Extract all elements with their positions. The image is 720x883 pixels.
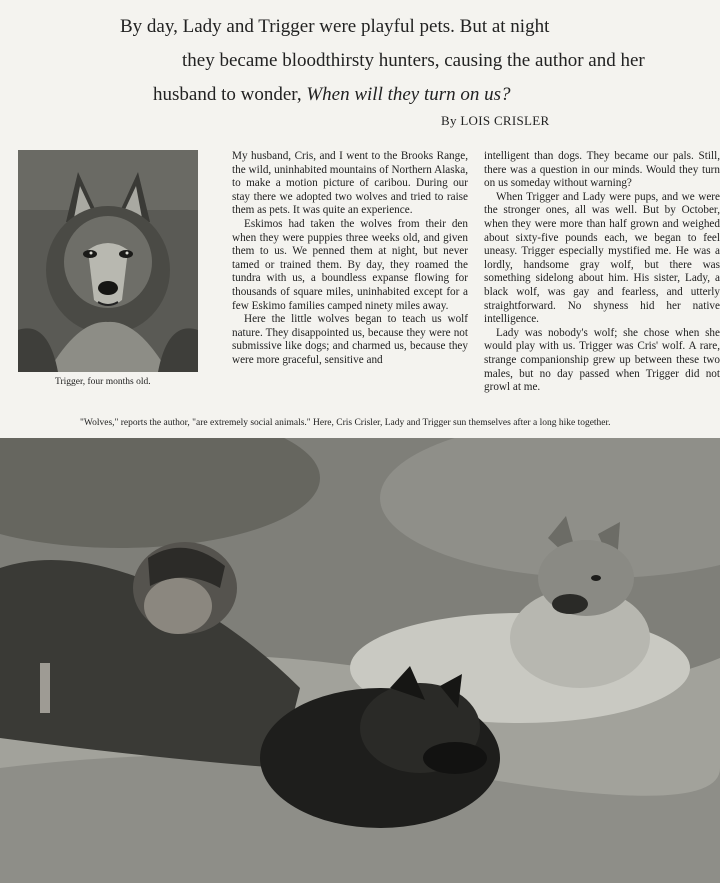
group-photo-illustration bbox=[0, 438, 720, 883]
portrait-caption: Trigger, four months old. bbox=[55, 377, 151, 387]
wolf-portrait-illustration bbox=[18, 150, 198, 372]
paragraph: Lady was nobody's wolf; she chose when she would play with us. Trigger was Cris' wolf. A rare, strange companionship grew up between these two males, but no day passed when Trigger did not growl at me. bbox=[484, 326, 720, 394]
deck-line-3-question: When will they turn on us? bbox=[306, 84, 511, 105]
group-photo-caption: "Wolves," reports the author, "are extremely social animals." Here, Cris Crisler, Lady and Trigger sun themselves after a long hike together. bbox=[80, 418, 611, 428]
text-column-2 bbox=[484, 150, 720, 395]
byline: By LOIS CRISLER bbox=[441, 113, 550, 128]
paragraph: My husband, Cris, and I went to the Brooks Range, the wild, uninhabited mountains of Northern Alaska, to make a motion picture of caribou. During our stay there we adopted two wolves and tried to raise them as pets. It was quite an experience. bbox=[232, 150, 468, 217]
deck-line-1: By day, Lady and Trigger were playful pets. But at night bbox=[120, 16, 550, 37]
wolf-portrait-photo bbox=[18, 150, 198, 372]
deck-line-3 bbox=[153, 78, 511, 112]
text-column-1 bbox=[232, 150, 468, 368]
paragraph: Eskimos had taken the wolves from their den when they were puppies three weeks old, and given them to us. We penned them at night, but never tamed or trained them. By day, they roamed the tundra with us, a boundless expanse flowing for thousands of square miles, uninhabited except for a few Eskimo families camped ninety miles away. bbox=[232, 217, 468, 312]
deck-line-3-lead: husband to wonder, bbox=[153, 84, 307, 105]
paragraph: intelligent than dogs. They became our pals. Still, there was a question in our minds. Would they turn on us someday without warning? bbox=[484, 150, 720, 190]
group-photo bbox=[0, 438, 720, 883]
deck-line-2: they became bloodthirsty hunters, causing the author and her bbox=[182, 50, 645, 71]
paragraph: Here the little wolves began to teach us wolf nature. They disappointed us, because they were not submissive like dogs; and charmed us, because they were more graceful, sensitive and bbox=[232, 313, 468, 366]
paragraph: When Trigger and Lady were pups, and we were the stronger ones, all was well. But by October, when they were more than half grown and weighed about sixty-five pounds each, we began to feel uneasy. Trigger especially mystified me. He was a lordly, handsome gray wolf, but there was something sidelong about him. His sister, Lady, a black wolf, was gay and fearless, and utterly straightforward. No shyness hid her native intelligence. bbox=[484, 190, 720, 326]
